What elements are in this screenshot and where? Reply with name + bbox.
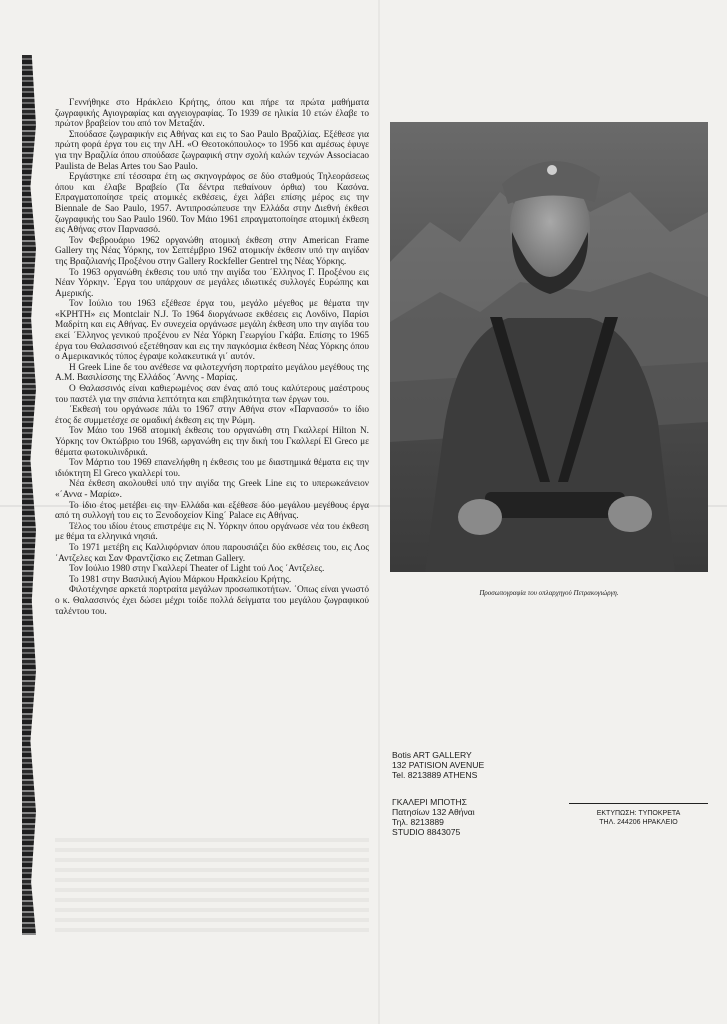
torn-page-edge	[22, 55, 36, 935]
printer-line: ΤΗΛ. 244206 ΗΡΑΚΛΕΙΟ	[599, 819, 678, 826]
gallery-address-greek	[392, 797, 475, 837]
portrait-image	[390, 122, 708, 572]
bio-paragraph: Ο Θαλασσινός είναι καθιερωμένος σαν ένας από τους καλύτερους μαέστρους του παστέλ για την σπάνια λεπτότητα και επιβλητικότητα των έργων του.	[55, 384, 369, 405]
bio-paragraph: Τον Ιούλιο του 1963 εξέθεσε έργα του, μεγάλο μέγεθος με θέματα την «ΚΡΗΤΗ» εις Montclair N.J. Το 1964 διοργάνωσε εκθέσεις εις Λονδίνο, Παρίσι Μαδρίτη και εις Αθήνας. Εν συνεχεία οργάνωσε μεγάλη έκθεση υπο την αιγίδα του εκεί ΄Ελληνος γενικού προξένου εν Νέα Υόρκη Γεωργίου Γκάβα. Επίσης το 1965 έργα του Θαλασσινού εξετέθησαν και εις την παγκόσμια έκθεση Νέας Υόρκης όπου ο Αμερικανικός τύπος έγραψε κολακευτικά γι΄ αυτόν.	[55, 299, 369, 363]
bio-paragraph: Τέλος του ιδίου έτους επιστρέψε εις Ν. Υόρκην όπου οργάνωσε νέα του έκθεση με θέμα τα ελληνικά νησιά.	[55, 521, 369, 543]
gallery-line: ΓΚΑΛΕΡΙ ΜΠΟΤΗΣ	[392, 797, 467, 807]
bio-paragraph: Τον Μάρτιο του 1969 επανελήφθη η έκθεσις του με διαστημικά θέματα εις την ιδιόκτητη El Greco γκαλλερί του.	[55, 458, 369, 479]
bio-paragraph: Το 1981 στην Βασιλική Αγίου Μάρκου Ηρακλείου Κρήτης.	[69, 574, 292, 585]
gallery-line: STUDIO 8843075	[392, 827, 461, 837]
bio-paragraph: Φιλοτέχνησε αρκετά πορτραίτα μεγάλων προσωπικοτήτων. ΄Οπως είναι γνωστό ο κ. Θαλασσινός έχει δώσει μέχρι τοίδε πολλά δείγματα του μεγάλου ζωγραφικού ταλέντου του.	[55, 585, 369, 617]
faded-show-through-text	[55, 838, 369, 938]
portrait-drawing	[390, 122, 708, 572]
bio-paragraph: Το ίδιο έτος μετέβει εις την Ελλάδα και εξέθεσε δύο μεγάλου μεγέθους έργα από τη συλλογή του εις το Ξενοδοχείον King΄ Palace εις Αθήνας.	[55, 500, 369, 522]
page-fold-vertical	[378, 0, 380, 1024]
gallery-address-english	[392, 750, 484, 780]
gallery-line: Τηλ. 8213889	[392, 817, 444, 827]
biography-text	[55, 98, 369, 617]
bio-paragraph: Εργάστηκε επί τέσσαρα έτη ως σκηνογράφος σε δύο σταθμούς Τηλεοράσεως όπου και έλαβε Βραβείο (Τα δέντρα πεθαίνουν όρθια) του Κασόνα. Επραγματοποίησε τρείς ατομικές εκθέσεις, έχει λάβει επίσης μέρος εις την Biennale de Sao Paulo, 1957. Αντιπροσώπευσε την Ελλάδα στην Διεθνή έκθεσι ζωγραφικής του Sao Paulo 1960. Τον Μάιο 1961 επραγματοποίησε ατομική έκθεση εις Αθήνας στον Παρνασσό.	[55, 172, 369, 236]
bio-paragraph: Γεννήθηκε στο Ηράκλειο Κρήτης, όπου και πήρε τα πρώτα μαθήματα ζωγραφικής Αγιογραφίας και αγγειογραφίας. Το 1939 σε ηλικία 10 ετών έλαβε το πρώτον βραβείον του από τον Μεταξάν.	[55, 98, 369, 130]
bio-paragraph: Το 1963 οργανώθη έκθεσις του υπό την αιγίδα του ΄Ελληνος Γ. Προξένου εις Νέαν Υόρκην. ΄Εργα του υπάρχουν σε μεγάλες ιδιωτικές συλλογές Ευρώπης και Αμερικής.	[55, 267, 369, 299]
bio-paragraph: Η Greek Line δε του ανέθεσε να φιλοτεχνήση πορτραίτο μεγάλου μεγέθους της Α.Μ. Βασιλίσσης της Ελλάδος ΄Αννης - Μαρίας.	[55, 362, 369, 384]
bio-paragraph: Νέα έκθεση ακολουθεί υπό την αιγίδα της Greek Line εις το υπερωκεάνειον «΄Αννα - Μαρία».	[55, 479, 369, 500]
gallery-line: Botis ART GALLERY	[392, 750, 472, 760]
bio-paragraph: Σπούδασε ζωγραφικήν εις Αθήνας και εις το Sao Paulo Βραζιλίας. Εξέθεσε για πρώτη φορά έργα του εις την ΛΗ. «Ο Θεοτοκόπουλος» το 1956 και αμέσως έφυγε για την Βραζιλία όπου σπούδασε ζωγραφική στην σχολή καλών τεχνών Associacao Paulista de Belas Artes του Sao Paulo.	[55, 129, 369, 172]
gallery-line: Πατησίων 132 Αθήναι	[392, 807, 475, 817]
bio-paragraph: ΄Εκθεσή του οργάνωσε πάλι το 1967 στην Αθήνα στον «Παρνασσό» το ίδιο έτος δε συμμετέσχε σε ομαδική έκθεση εις την Ρώμη.	[55, 405, 369, 426]
bio-paragraph: Τον Φεβρουάριο 1962 οργανώθη ατομική έκθεση στην American Frame Gallery της Νέας Υόρκης, τον Σεπτέμβριο 1962 ατομικήν έκθεσιν υπό την αιγίδαν της Βραζιλιανής Προξένου στην Gallery Rockfeller Gentrel της Νέας Υόρκης.	[55, 235, 369, 267]
portrait-caption: Προσωπογραφία του οπλαρχηγού Πετρακογιώργη.	[479, 589, 619, 597]
printer-line: ΕΚΤΥΠΩΣΗ: ΤΥΠΟΚΡΕΤΑ	[596, 810, 681, 817]
bio-paragraph: Τον Ιούλιο 1980 στην Γκαλλερί Theater of Light τού Λος ΄Αντζελες.	[69, 564, 325, 575]
bio-paragraph: Το 1971 μετέβη εις Καλλιφόρνιαν όπου παρουσιάζει δύο εκθέσεις του, εις Λος ΄Αντζελες και Σαν Φραντζίσκο εις Zetman Gallery.	[55, 542, 369, 564]
gallery-line: 132 PATISION AVENUE	[392, 760, 485, 770]
printer-credit	[569, 803, 708, 827]
gallery-line: Tel. 8213889 ATHENS	[392, 770, 478, 780]
bio-paragraph: Τον Μάιο του 1968 ατομική έκθεσις του οργανώθη στη Γκαλλερί Hilton Ν. Υόρκης τον Οκτώβριο του 1968, ωργανώθη εις την δική του Γκαλλερί El Greco με θέματα φωτοκυλινδρικά.	[55, 426, 369, 458]
